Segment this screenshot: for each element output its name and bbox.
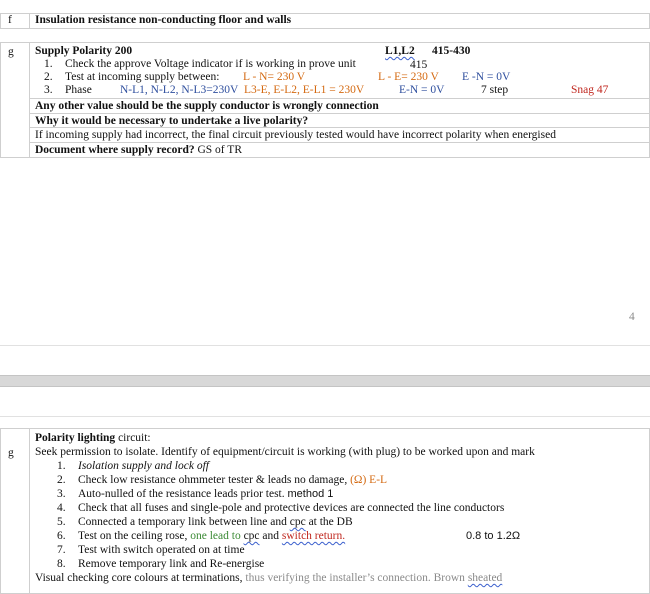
one-lead-text: one lead to: [190, 530, 241, 542]
l-item3-text: Auto-nulled of the resistance leads prior test.: [78, 488, 285, 500]
row-f-letter: f: [8, 14, 12, 26]
l-item4-num: 4.: [57, 502, 66, 514]
snag-label: Snag 47: [571, 84, 609, 96]
l-item1-num: 1.: [57, 460, 66, 472]
item2-text: Test at incoming supply between:: [65, 71, 220, 83]
method-label: method 1: [287, 488, 334, 500]
line-document-rest: GS of TR: [194, 144, 243, 156]
item3-en: E-N = 0V: [399, 84, 445, 96]
item3-step: 7 step: [481, 84, 509, 96]
divider-1: [30, 98, 650, 99]
l-item2: [78, 474, 387, 487]
switch-return-text: switch return.: [281, 530, 346, 542]
divider-2: [30, 113, 650, 114]
page-bottom-rule: [0, 345, 650, 346]
item3-num: 3.: [44, 84, 53, 96]
l-item2-num: 2.: [57, 474, 66, 486]
polarity-lighting-rest: circuit:: [115, 432, 151, 444]
row-g2-letter-cell: [0, 428, 30, 594]
voltage-range: 415-430: [432, 45, 471, 57]
line-document-bold: Document where supply record?: [35, 144, 195, 156]
visual-line: [35, 572, 502, 585]
l-item5-text: Connected a temporary link between line and: [78, 516, 287, 528]
l-item7-text: Test with switch operated on at time: [78, 544, 245, 556]
el-label: E-L: [369, 474, 388, 486]
l-item5: [78, 516, 353, 529]
item1-num: 1.: [44, 58, 53, 70]
item2-en: E -N = 0V: [462, 71, 511, 83]
l-item4-text: Check that all fuses and single-pole and protective devices are connected the line conductors: [78, 502, 505, 514]
row-g2-letter: g: [8, 447, 14, 459]
divider-3: [30, 127, 650, 128]
supply-polarity-title: Supply Polarity 200: [35, 45, 133, 57]
row-g1-letter-cell: [0, 42, 30, 158]
l-item5-num: 5.: [57, 516, 66, 528]
l-item6: [78, 530, 345, 543]
item2-num: 2.: [44, 71, 53, 83]
intro-line: Seek permission to isolate. Identify of equipment/circuit is working (with plug) to be worked upon and mark: [35, 446, 535, 458]
l-item8-num: 8.: [57, 558, 66, 570]
item2-le: L - E= 230 V: [378, 71, 439, 83]
visual-c: sheated: [467, 572, 503, 584]
polarity-lighting-bold: Polarity lighting: [35, 432, 116, 444]
polarity-lighting-title: [35, 432, 151, 445]
ohm-symbol: (Ω): [350, 474, 367, 486]
line-other-value: Any other value should be the supply conductor is wrongly connection: [35, 100, 379, 112]
l-item7-num: 7.: [57, 544, 66, 556]
item1-text: Check the approve Voltage indicator if is working in prove unit: [65, 58, 356, 70]
visual-b: thus verifying the installer’s connection. Brown: [245, 572, 465, 584]
line-document: [35, 144, 242, 157]
visual-a: Visual checking core colours at terminations,: [35, 572, 243, 584]
l-item2-text: Check low resistance ohmmeter tester & leads no damage,: [78, 474, 348, 486]
cpc-word-2: cpc: [243, 530, 260, 542]
item3-le: L3-E, E-L2, E-L1 = 230V: [244, 84, 365, 96]
resistance-value: 0.8 to 1.2Ω: [466, 530, 521, 542]
row-g1-letter: g: [8, 46, 14, 58]
item3-text: Phase: [65, 84, 92, 96]
voltage-415: 415: [410, 59, 428, 71]
divider-4: [30, 142, 650, 143]
line-if: If incoming supply had incorrect, the final circuit previously tested would have incorrect polarity when energised: [35, 129, 556, 141]
cpc-word: cpc: [289, 516, 306, 528]
l-item1-text: Isolation supply and lock off: [78, 460, 209, 472]
row-f-letter-cell: [0, 13, 30, 29]
l-item6-mid: and: [259, 530, 282, 542]
row-f-title: Insulation resistance non-conducting floor and walls: [35, 14, 292, 26]
l-item8-text: Remove temporary link and Re-energise: [78, 558, 265, 570]
l-item3-num: 3.: [57, 488, 66, 500]
page-top-rule: [0, 416, 650, 417]
l-item6-text: Test on the ceiling rose,: [78, 530, 188, 542]
l1l2-label: L1,L2: [385, 45, 415, 57]
item3-nl: N-L1, N-L2, N-L3=230V: [120, 84, 239, 96]
item2-ln: L - N= 230 V: [243, 71, 306, 83]
l-item5-tail: at the DB: [305, 516, 353, 528]
l-item6-num: 6.: [57, 530, 66, 542]
line-why: Why it would be necessary to undertake a live polarity?: [35, 115, 309, 127]
page-number: 4: [629, 311, 635, 323]
l-item3: [78, 488, 333, 501]
page-gap: [0, 375, 650, 387]
